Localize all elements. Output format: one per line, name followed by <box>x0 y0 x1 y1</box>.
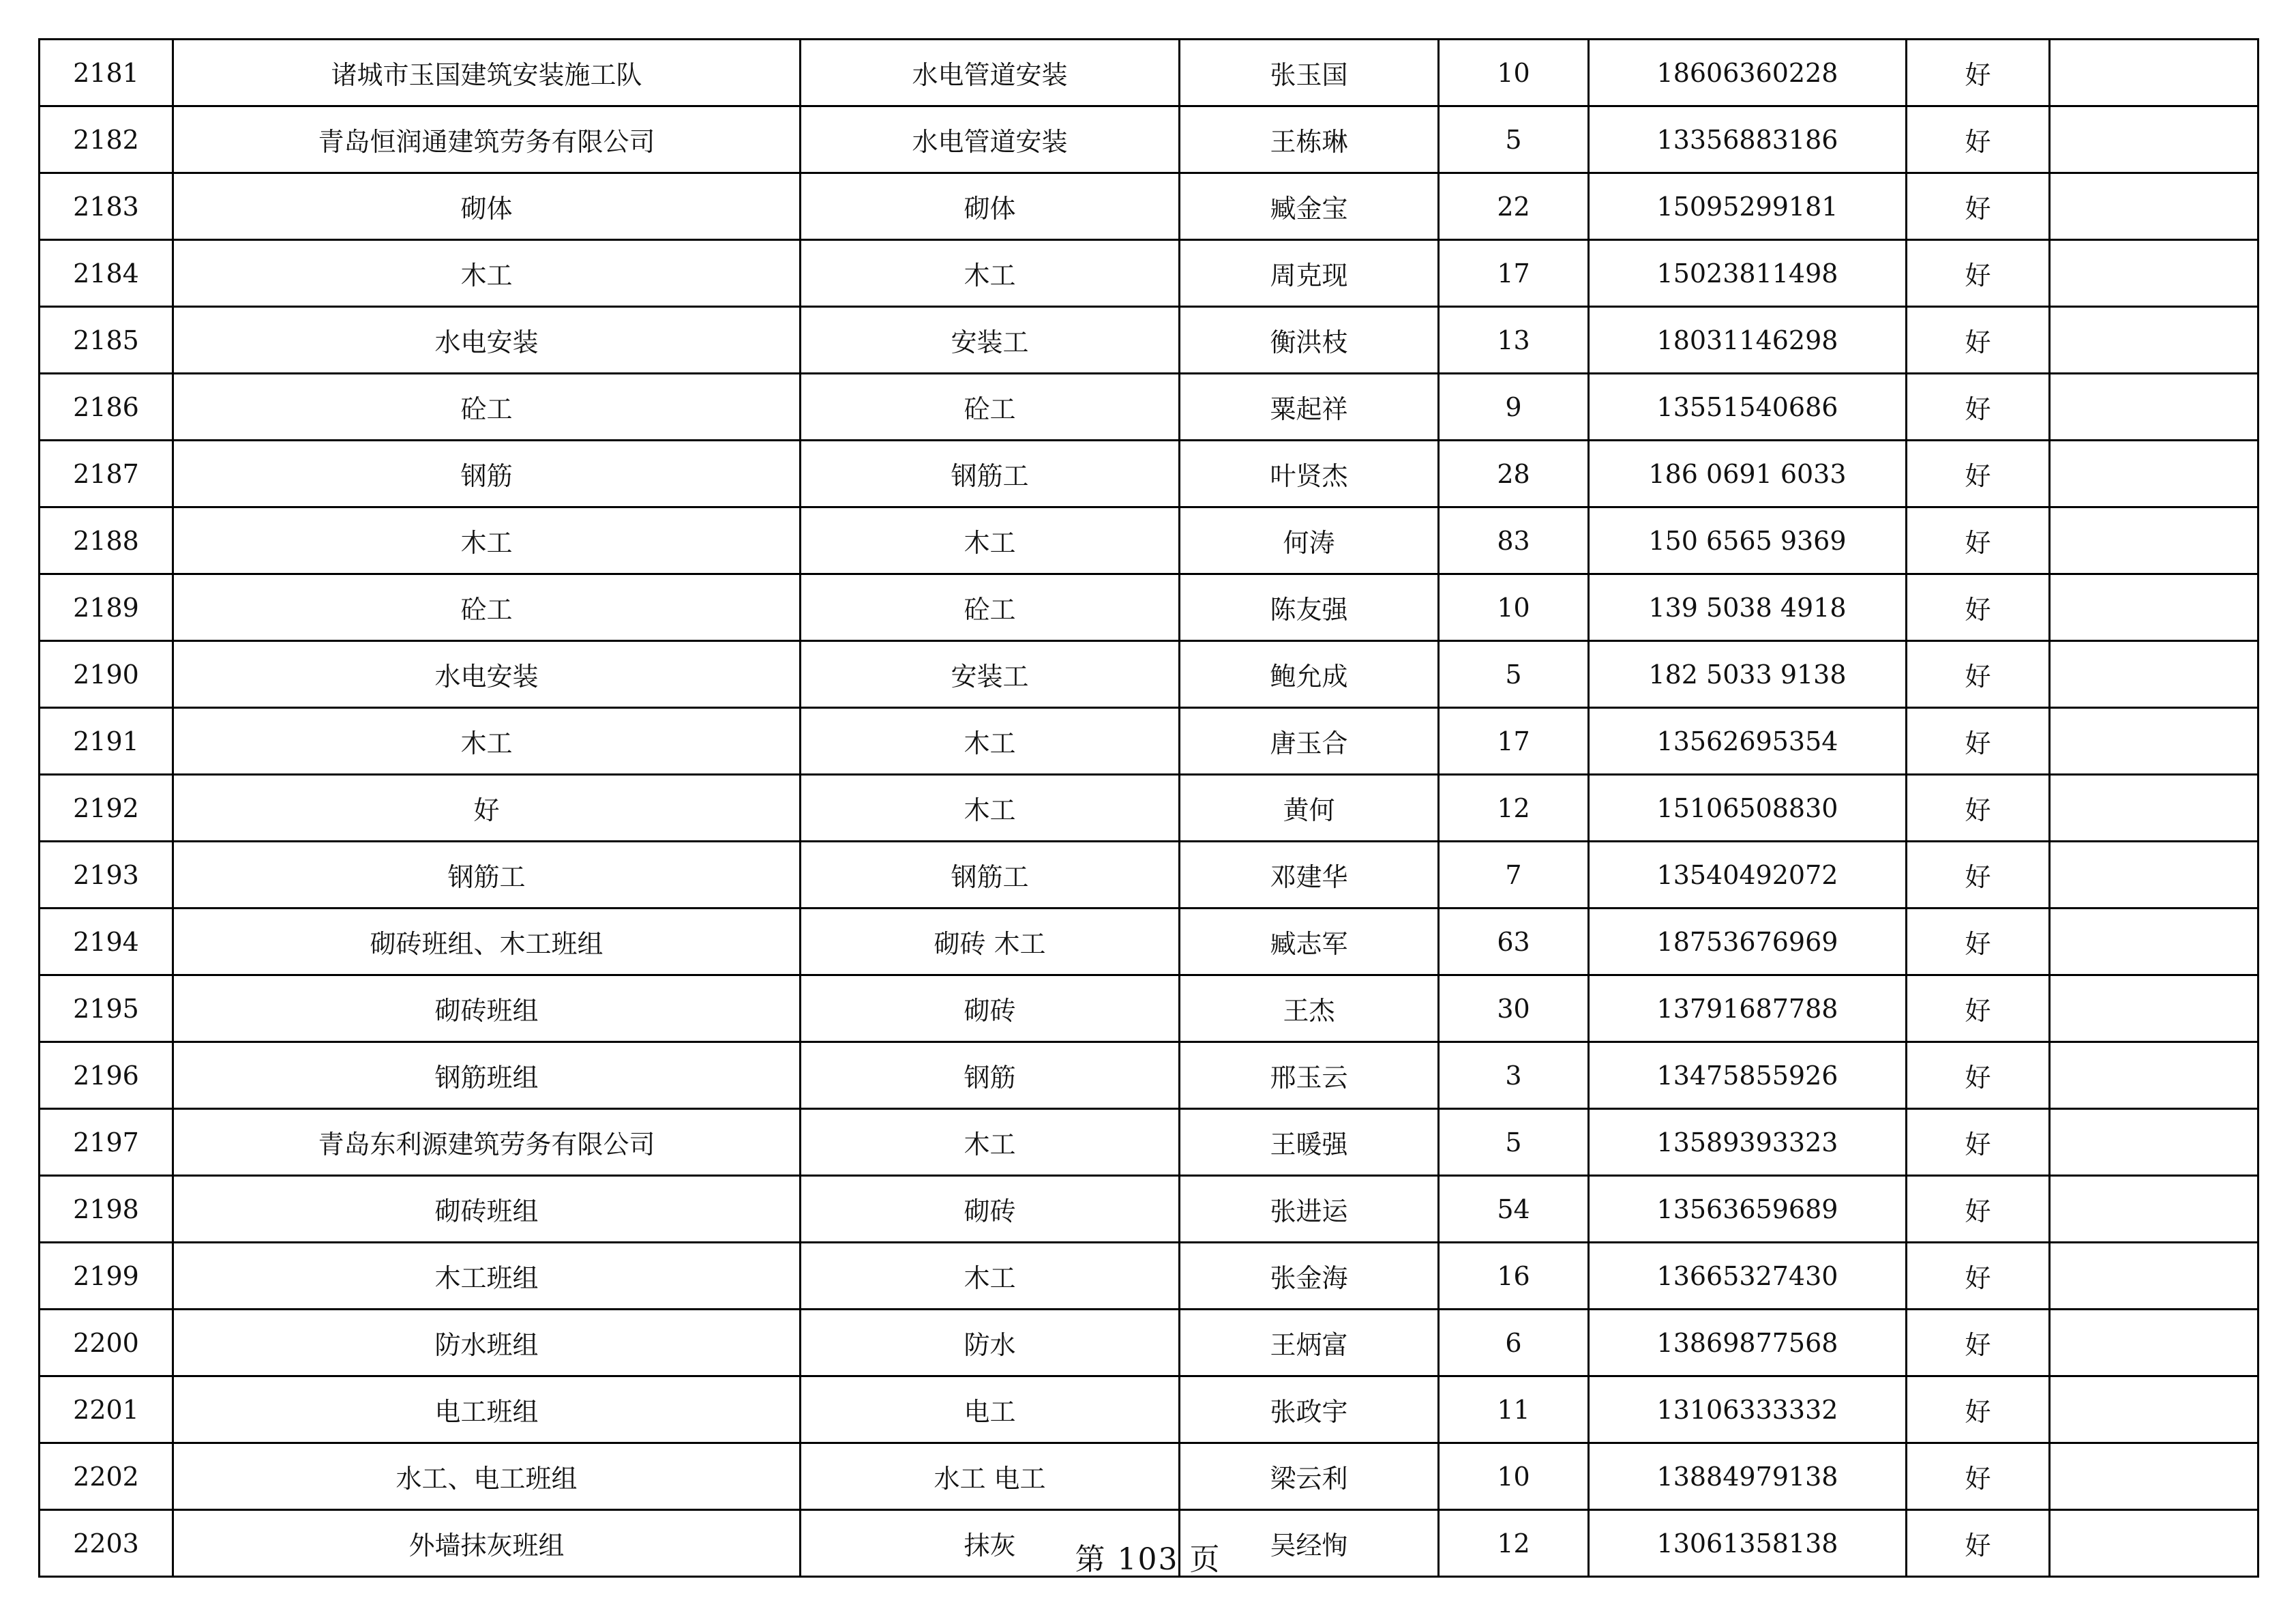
phone-number-cell: 13791687788 <box>1589 975 1907 1042</box>
company-name-cell: 木工 <box>173 507 801 574</box>
contact-name-cell: 邓建华 <box>1180 842 1439 909</box>
worker-count-cell: 12 <box>1439 1510 1589 1577</box>
row-number-cell: 2182 <box>40 106 173 173</box>
company-name-cell: 砌砖班组 <box>173 975 801 1042</box>
contact-name-cell: 黄何 <box>1180 775 1439 842</box>
contact-name-cell: 粟起祥 <box>1180 374 1439 441</box>
rating-cell: 好 <box>1907 1310 2050 1376</box>
table-row <box>40 975 2258 1042</box>
table-row <box>40 307 2258 374</box>
remarks-cell <box>2050 374 2258 441</box>
table-row <box>40 842 2258 909</box>
row-number-cell: 2195 <box>40 975 173 1042</box>
company-name-cell: 青岛东利源建筑劳务有限公司 <box>173 1109 801 1176</box>
worker-count-cell: 6 <box>1439 1310 1589 1376</box>
row-number-cell: 2203 <box>40 1510 173 1577</box>
work-type-cell: 钢筋工 <box>801 842 1180 909</box>
work-type-cell: 砌砖 木工 <box>801 909 1180 975</box>
phone-number-cell: 15023811498 <box>1589 240 1907 307</box>
work-type-cell: 水工 电工 <box>801 1443 1180 1510</box>
rating-cell: 好 <box>1907 775 2050 842</box>
remarks-cell <box>2050 842 2258 909</box>
contact-name-cell: 梁云利 <box>1180 1443 1439 1510</box>
remarks-cell <box>2050 106 2258 173</box>
work-type-cell: 木工 <box>801 1109 1180 1176</box>
contact-name-cell: 何涛 <box>1180 507 1439 574</box>
company-name-cell: 电工班组 <box>173 1376 801 1443</box>
remarks-cell <box>2050 641 2258 708</box>
contact-name-cell: 张政宇 <box>1180 1376 1439 1443</box>
work-type-cell: 安装工 <box>801 641 1180 708</box>
table-row <box>40 1243 2258 1310</box>
work-type-cell: 水电管道安装 <box>801 106 1180 173</box>
row-number-cell: 2200 <box>40 1310 173 1376</box>
worker-count-cell: 28 <box>1439 441 1589 507</box>
remarks-cell <box>2050 1042 2258 1109</box>
table-row <box>40 441 2258 507</box>
row-number-cell: 2185 <box>40 307 173 374</box>
company-name-cell: 木工 <box>173 708 801 775</box>
phone-number-cell: 139 5038 4918 <box>1589 574 1907 641</box>
table-row <box>40 40 2258 106</box>
remarks-cell <box>2050 441 2258 507</box>
table-row <box>40 1109 2258 1176</box>
row-number-cell: 2192 <box>40 775 173 842</box>
remarks-cell <box>2050 775 2258 842</box>
worker-count-cell: 54 <box>1439 1176 1589 1243</box>
rating-cell: 好 <box>1907 374 2050 441</box>
rating-cell: 好 <box>1907 1176 2050 1243</box>
rating-cell: 好 <box>1907 507 2050 574</box>
company-name-cell: 水工、电工班组 <box>173 1443 801 1510</box>
table-row <box>40 1042 2258 1109</box>
rating-cell: 好 <box>1907 1109 2050 1176</box>
phone-number-cell: 18606360228 <box>1589 40 1907 106</box>
remarks-cell <box>2050 1243 2258 1310</box>
row-number-cell: 2193 <box>40 842 173 909</box>
row-number-cell: 2194 <box>40 909 173 975</box>
phone-number-cell: 13665327430 <box>1589 1243 1907 1310</box>
work-type-cell: 安装工 <box>801 307 1180 374</box>
phone-number-cell: 15095299181 <box>1589 173 1907 240</box>
work-type-cell: 木工 <box>801 507 1180 574</box>
page-number: 第 103 页 <box>1075 1542 1221 1577</box>
row-number-cell: 2199 <box>40 1243 173 1310</box>
worker-count-cell: 5 <box>1439 641 1589 708</box>
rating-cell: 好 <box>1907 1376 2050 1443</box>
company-name-cell: 钢筋 <box>173 441 801 507</box>
work-type-cell: 砼工 <box>801 374 1180 441</box>
remarks-cell <box>2050 975 2258 1042</box>
contact-name-cell: 陈友强 <box>1180 574 1439 641</box>
remarks-cell <box>2050 1310 2258 1376</box>
rating-cell: 好 <box>1907 106 2050 173</box>
company-name-cell: 水电安装 <box>173 641 801 708</box>
company-name-cell: 好 <box>173 775 801 842</box>
company-name-cell: 木工 <box>173 240 801 307</box>
row-number-cell: 2188 <box>40 507 173 574</box>
worker-count-cell: 11 <box>1439 1376 1589 1443</box>
remarks-cell <box>2050 240 2258 307</box>
contact-name-cell: 鲍允成 <box>1180 641 1439 708</box>
contact-name-cell: 张玉国 <box>1180 40 1439 106</box>
worker-count-cell: 3 <box>1439 1042 1589 1109</box>
table-row <box>40 240 2258 307</box>
company-name-cell: 砌砖班组 <box>173 1176 801 1243</box>
phone-number-cell: 13563659689 <box>1589 1176 1907 1243</box>
remarks-cell <box>2050 1176 2258 1243</box>
phone-number-cell: 13106333332 <box>1589 1376 1907 1443</box>
row-number-cell: 2197 <box>40 1109 173 1176</box>
contact-name-cell: 张金海 <box>1180 1243 1439 1310</box>
remarks-cell <box>2050 1376 2258 1443</box>
contact-name-cell: 吴经恂 <box>1180 1510 1439 1577</box>
worker-count-cell: 9 <box>1439 374 1589 441</box>
worker-count-cell: 5 <box>1439 106 1589 173</box>
remarks-cell <box>2050 173 2258 240</box>
row-number-cell: 2187 <box>40 441 173 507</box>
company-name-cell: 诸城市玉国建筑安装施工队 <box>173 40 801 106</box>
worker-count-cell: 10 <box>1439 574 1589 641</box>
worker-count-cell: 12 <box>1439 775 1589 842</box>
remarks-cell <box>2050 909 2258 975</box>
rating-cell: 好 <box>1907 1042 2050 1109</box>
worker-count-cell: 13 <box>1439 307 1589 374</box>
phone-number-cell: 186 0691 6033 <box>1589 441 1907 507</box>
work-type-cell: 木工 <box>801 708 1180 775</box>
rating-cell: 好 <box>1907 574 2050 641</box>
work-type-cell: 抹灰 <box>801 1510 1180 1577</box>
table-row <box>40 574 2258 641</box>
row-number-cell: 2191 <box>40 708 173 775</box>
phone-number-cell: 150 6565 9369 <box>1589 507 1907 574</box>
remarks-cell <box>2050 574 2258 641</box>
rating-cell: 好 <box>1907 1243 2050 1310</box>
rating-cell: 好 <box>1907 441 2050 507</box>
rating-cell: 好 <box>1907 708 2050 775</box>
phone-number-cell: 18753676969 <box>1589 909 1907 975</box>
row-number-cell: 2196 <box>40 1042 173 1109</box>
rating-cell: 好 <box>1907 307 2050 374</box>
contact-name-cell: 邢玉云 <box>1180 1042 1439 1109</box>
rating-cell: 好 <box>1907 975 2050 1042</box>
rating-cell: 好 <box>1907 842 2050 909</box>
phone-number-cell: 13475855926 <box>1589 1042 1907 1109</box>
table-row <box>40 1443 2258 1510</box>
row-number-cell: 2186 <box>40 374 173 441</box>
phone-number-cell: 182 5033 9138 <box>1589 641 1907 708</box>
rating-cell: 好 <box>1907 40 2050 106</box>
work-type-cell: 木工 <box>801 1243 1180 1310</box>
rating-cell: 好 <box>1907 173 2050 240</box>
remarks-cell <box>2050 1109 2258 1176</box>
work-type-cell: 钢筋工 <box>801 441 1180 507</box>
work-type-cell: 钢筋 <box>801 1042 1180 1109</box>
phone-number-cell: 15106508830 <box>1589 775 1907 842</box>
work-type-cell: 木工 <box>801 240 1180 307</box>
row-number-cell: 2198 <box>40 1176 173 1243</box>
contact-name-cell: 周克现 <box>1180 240 1439 307</box>
row-number-cell: 2184 <box>40 240 173 307</box>
company-name-cell: 砌砖班组、木工班组 <box>173 909 801 975</box>
contact-name-cell: 张进运 <box>1180 1176 1439 1243</box>
row-number-cell: 2190 <box>40 641 173 708</box>
phone-number-cell: 13869877568 <box>1589 1310 1907 1376</box>
company-name-cell: 青岛恒润通建筑劳务有限公司 <box>173 106 801 173</box>
worker-count-cell: 10 <box>1439 1443 1589 1510</box>
work-type-cell: 水电管道安装 <box>801 40 1180 106</box>
table-row <box>40 1376 2258 1443</box>
rating-cell: 好 <box>1907 909 2050 975</box>
phone-number-cell: 13540492072 <box>1589 842 1907 909</box>
phone-number-cell: 13562695354 <box>1589 708 1907 775</box>
work-type-cell: 电工 <box>801 1376 1180 1443</box>
company-name-cell: 木工班组 <box>173 1243 801 1310</box>
rating-cell: 好 <box>1907 1443 2050 1510</box>
table-row <box>40 1176 2258 1243</box>
row-number-cell: 2181 <box>40 40 173 106</box>
rating-cell: 好 <box>1907 641 2050 708</box>
work-type-cell: 砌砖 <box>801 1176 1180 1243</box>
remarks-cell <box>2050 507 2258 574</box>
worker-count-cell: 17 <box>1439 240 1589 307</box>
contact-name-cell: 王炳富 <box>1180 1310 1439 1376</box>
row-number-cell: 2189 <box>40 574 173 641</box>
contact-name-cell: 衡洪枝 <box>1180 307 1439 374</box>
phone-number-cell: 13884979138 <box>1589 1443 1907 1510</box>
remarks-cell <box>2050 307 2258 374</box>
work-type-cell: 防水 <box>801 1310 1180 1376</box>
table-row <box>40 708 2258 775</box>
worker-count-cell: 5 <box>1439 1109 1589 1176</box>
contact-name-cell: 王栋琳 <box>1180 106 1439 173</box>
table-row <box>40 507 2258 574</box>
worker-count-cell: 83 <box>1439 507 1589 574</box>
rating-cell: 好 <box>1907 1510 2050 1577</box>
company-name-cell: 钢筋工 <box>173 842 801 909</box>
contact-name-cell: 唐玉合 <box>1180 708 1439 775</box>
row-number-cell: 2201 <box>40 1376 173 1443</box>
worker-count-cell: 30 <box>1439 975 1589 1042</box>
table-row <box>40 173 2258 240</box>
row-number-cell: 2183 <box>40 173 173 240</box>
table-row <box>40 909 2258 975</box>
contact-name-cell: 王杰 <box>1180 975 1439 1042</box>
worker-count-cell: 16 <box>1439 1243 1589 1310</box>
table-row <box>40 374 2258 441</box>
contact-name-cell: 臧志军 <box>1180 909 1439 975</box>
worker-count-cell: 10 <box>1439 40 1589 106</box>
remarks-cell <box>2050 40 2258 106</box>
phone-number-cell: 18031146298 <box>1589 307 1907 374</box>
company-name-cell: 外墙抹灰班组 <box>173 1510 801 1577</box>
worker-count-cell: 63 <box>1439 909 1589 975</box>
company-name-cell: 防水班组 <box>173 1310 801 1376</box>
company-name-cell: 钢筋班组 <box>173 1042 801 1109</box>
table-row <box>40 1310 2258 1376</box>
phone-number-cell: 13061358138 <box>1589 1510 1907 1577</box>
row-number-cell: 2202 <box>40 1443 173 1510</box>
contact-name-cell: 王暖强 <box>1180 1109 1439 1176</box>
work-type-cell: 砌砖 <box>801 975 1180 1042</box>
phone-number-cell: 13589393323 <box>1589 1109 1907 1176</box>
company-name-cell: 水电安装 <box>173 307 801 374</box>
worker-count-cell: 7 <box>1439 842 1589 909</box>
remarks-cell <box>2050 708 2258 775</box>
contractor-table <box>38 38 2259 1578</box>
rating-cell: 好 <box>1907 240 2050 307</box>
worker-count-cell: 17 <box>1439 708 1589 775</box>
contact-name-cell: 臧金宝 <box>1180 173 1439 240</box>
company-name-cell: 砼工 <box>173 574 801 641</box>
table-row <box>40 641 2258 708</box>
contact-name-cell: 叶贤杰 <box>1180 441 1439 507</box>
phone-number-cell: 13551540686 <box>1589 374 1907 441</box>
company-name-cell: 砼工 <box>173 374 801 441</box>
remarks-cell <box>2050 1443 2258 1510</box>
worker-count-cell: 22 <box>1439 173 1589 240</box>
table-row <box>40 106 2258 173</box>
work-type-cell: 木工 <box>801 775 1180 842</box>
phone-number-cell: 13356883186 <box>1589 106 1907 173</box>
company-name-cell: 砌体 <box>173 173 801 240</box>
work-type-cell: 砼工 <box>801 574 1180 641</box>
table-row <box>40 775 2258 842</box>
work-type-cell: 砌体 <box>801 173 1180 240</box>
